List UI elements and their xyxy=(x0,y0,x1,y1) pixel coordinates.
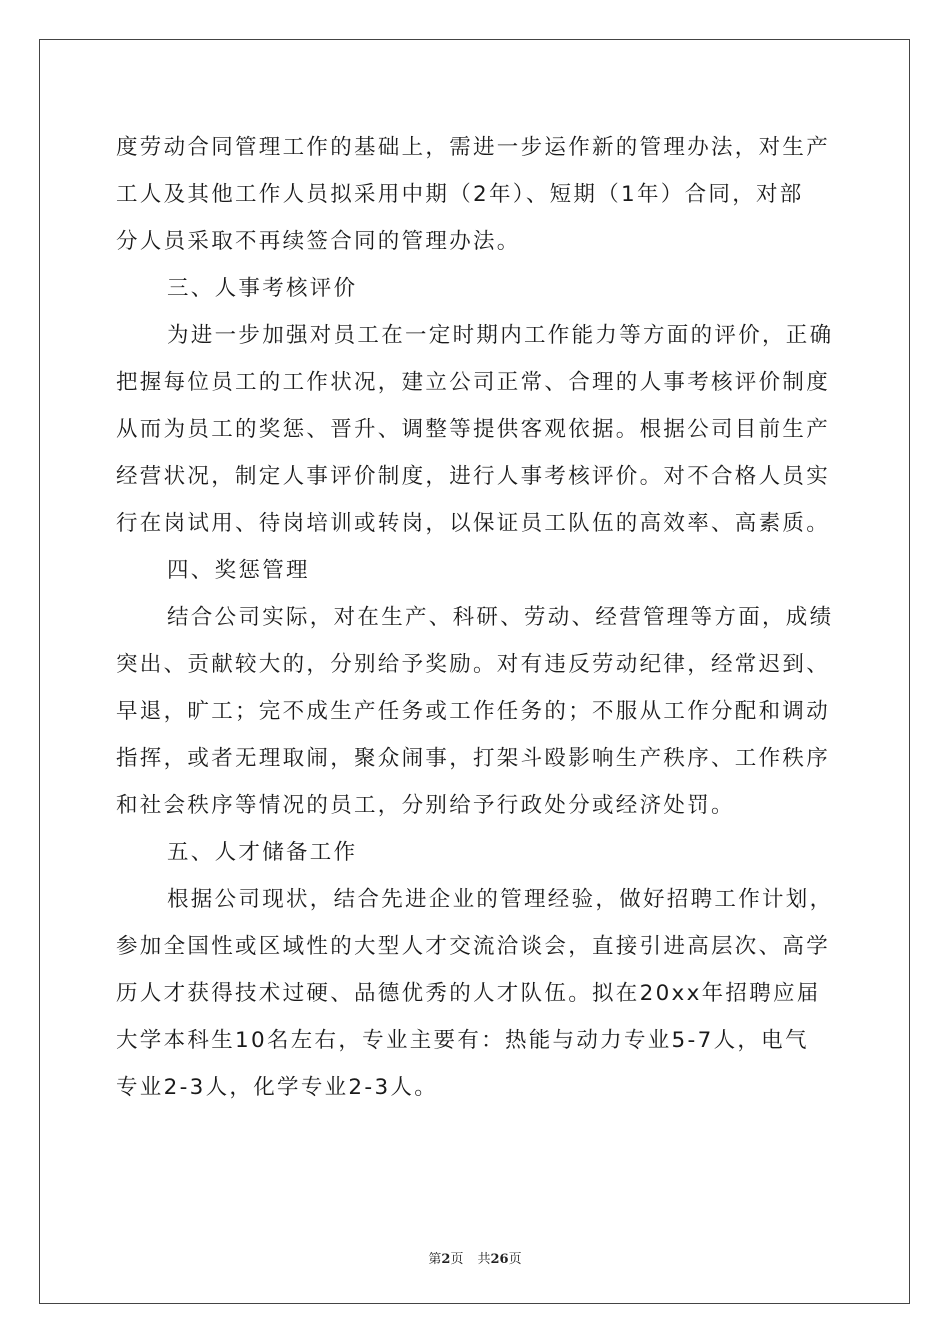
page-label-suffix: 页 xyxy=(450,1252,464,1267)
text-line: 工人及其他工作人员拟采用中期（2年）、短期（1年）合同，对部 xyxy=(116,182,804,207)
total-pages: 26 xyxy=(490,1252,509,1267)
page-number: 2 xyxy=(441,1252,451,1267)
section-heading-5: 五、人才储备工作 xyxy=(167,840,358,865)
total-label-prefix: 共 xyxy=(477,1252,491,1267)
text-line: 指挥，或者无理取闹，聚众闹事，打架斗殴影响生产秩序、工作秩序 xyxy=(116,746,831,771)
text-line: 和社会秩序等情况的员工，分别给予行政处分或经济处罚。 xyxy=(116,793,735,818)
text-line: 专业2-3人，化学专业2-3人。 xyxy=(116,1075,439,1100)
text-line: 行在岗试用、待岗培训或转岗，以保证员工队伍的高效率、高素质。 xyxy=(116,511,831,536)
page-footer xyxy=(0,1248,950,1267)
text-line: 结合公司实际，对在生产、科研、劳动、经营管理等方面，成绩 xyxy=(167,605,834,630)
text-line: 度劳动合同管理工作的基础上，需进一步运作新的管理办法，对生产 xyxy=(116,135,831,160)
page-label-prefix: 第 xyxy=(428,1252,442,1267)
total-label-suffix: 页 xyxy=(508,1252,522,1267)
text-line: 把握每位员工的工作状况，建立公司正常、合理的人事考核评价制度 xyxy=(116,370,831,395)
text-line: 根据公司现状，结合先进企业的管理经验，做好招聘工作计划， xyxy=(167,887,834,912)
text-line: 经营状况，制定人事评价制度，进行人事考核评价。对不合格人员实 xyxy=(116,464,831,489)
section-heading-3: 三、人事考核评价 xyxy=(167,276,358,301)
section-heading-4: 四、奖惩管理 xyxy=(167,558,310,583)
text-line: 参加全国性或区域性的大型人才交流洽谈会，直接引进高层次、高学 xyxy=(116,934,831,959)
text-line: 从而为员工的奖惩、晋升、调整等提供客观依据。根据公司目前生产 xyxy=(116,417,831,442)
text-line: 大学本科生10名左右，专业主要有：热能与动力专业5-7人，电气 xyxy=(116,1028,809,1053)
text-line: 分人员采取不再续签合同的管理办法。 xyxy=(116,229,521,254)
text-line: 突出、贡献较大的，分别给予奖励。对有违反劳动纪律，经常迟到、 xyxy=(116,652,831,677)
text-line: 早退，旷工；完不成生产任务或工作任务的；不服从工作分配和调动 xyxy=(116,699,831,724)
document-body xyxy=(116,124,836,1111)
text-line: 历人才获得技术过硬、品德优秀的人才队伍。拟在20xx年招聘应届 xyxy=(116,981,821,1006)
text-line: 为进一步加强对员工在一定时期内工作能力等方面的评价，正确 xyxy=(167,323,834,348)
